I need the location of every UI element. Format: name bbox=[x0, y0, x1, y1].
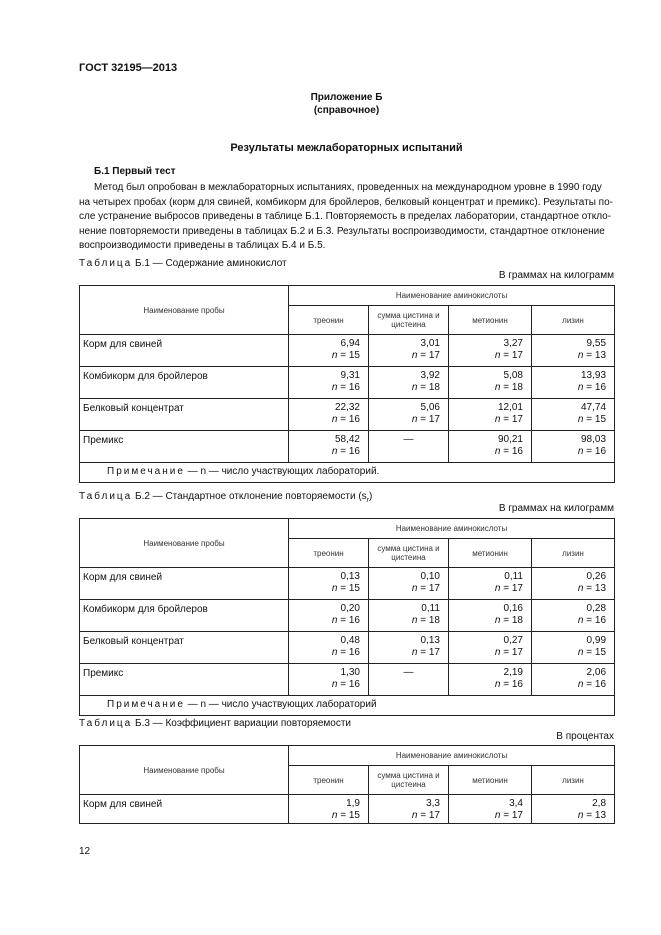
value-cell bbox=[289, 664, 369, 696]
count-value: = 18 bbox=[503, 382, 523, 393]
paragraph-line: на четырех пробах (корм для свиней, комбикорм для бройлеров, белковый концентрат и премикс). Результаты по- bbox=[79, 196, 613, 208]
cell-value: 3,27 bbox=[503, 338, 523, 349]
count-value: = 17 bbox=[420, 350, 440, 361]
cell-value: 58,42 bbox=[334, 434, 360, 445]
n-letter: n bbox=[331, 350, 338, 361]
header-col: метионин bbox=[449, 306, 532, 335]
value-cell bbox=[532, 367, 615, 399]
value-cell bbox=[289, 431, 369, 463]
count-value: = 17 bbox=[503, 583, 523, 594]
header-amino-group: Наименование аминокислоты bbox=[289, 746, 615, 766]
cell-count bbox=[369, 583, 440, 595]
table-caption bbox=[79, 491, 372, 504]
cell-value: 0,10 bbox=[420, 571, 440, 582]
n-letter: n bbox=[577, 679, 584, 690]
count-value: = 16 bbox=[340, 414, 360, 425]
cell-count bbox=[289, 583, 360, 595]
n-letter: n bbox=[577, 382, 584, 393]
value-cell bbox=[369, 431, 449, 463]
cell-value: 13,93 bbox=[580, 370, 607, 381]
value-cell bbox=[532, 568, 615, 600]
table-caption-text: Б.3 — Коэффициент вариации повторяемости bbox=[135, 718, 352, 729]
header-col: треонин bbox=[289, 766, 369, 795]
cell-value: 90,21 bbox=[497, 434, 523, 445]
cell-value: 3,92 bbox=[420, 370, 440, 381]
count-value: = 16 bbox=[586, 382, 607, 393]
table-row bbox=[80, 431, 615, 463]
cell-count bbox=[289, 350, 360, 362]
n-letter: n bbox=[331, 679, 338, 690]
header-col: сумма цистина и цистеина bbox=[369, 766, 449, 795]
value-cell bbox=[369, 664, 449, 696]
count-value: = 17 bbox=[420, 810, 440, 821]
cell-count bbox=[369, 647, 440, 659]
n-letter: n bbox=[494, 350, 501, 361]
header-col: метионин bbox=[449, 766, 532, 795]
cell-count bbox=[449, 446, 523, 458]
value-cell bbox=[532, 664, 615, 696]
table-row bbox=[80, 664, 615, 696]
table-caption bbox=[79, 258, 287, 269]
row-sample-name: Белковый концентрат bbox=[80, 399, 289, 431]
cell-count bbox=[449, 679, 523, 691]
header-col: треонин bbox=[289, 306, 369, 335]
n-letter: n bbox=[411, 414, 418, 425]
cell-count bbox=[369, 615, 440, 627]
value-cell bbox=[532, 335, 615, 367]
header-amino-group: Наименование аминокислоты bbox=[289, 519, 615, 539]
table-row bbox=[80, 568, 615, 600]
paragraph-line: нение повторяемости приведены в таблицах Б.2 и Б.3. Результаты воспроизводимости, стандартное отклонение bbox=[79, 225, 605, 237]
page-number: 12 bbox=[79, 846, 91, 857]
table-row bbox=[80, 367, 615, 399]
cell-count bbox=[449, 647, 523, 659]
cell-count bbox=[532, 647, 606, 659]
cell-value: 0,13 bbox=[420, 635, 440, 646]
table-row bbox=[80, 795, 615, 824]
table-row bbox=[80, 632, 615, 664]
amino-acid-content-table bbox=[79, 285, 615, 483]
appendix-subtitle: (справочное) bbox=[313, 105, 380, 116]
cell-count bbox=[289, 810, 360, 822]
n-letter: n bbox=[331, 583, 338, 594]
table-word: Таблица bbox=[79, 258, 133, 269]
n-letter: n bbox=[577, 350, 584, 361]
count-value: = 17 bbox=[503, 414, 523, 425]
header-col: лизин bbox=[532, 766, 615, 795]
count-value: = 15 bbox=[586, 647, 607, 658]
count-value: = 15 bbox=[586, 414, 607, 425]
header-row bbox=[80, 286, 615, 306]
cell-value: 0,26 bbox=[586, 571, 607, 582]
row-sample-name: Корм для свиней bbox=[80, 335, 289, 367]
table-caption-text: Б.2 — Стандартное отклонение повторяемости (s bbox=[135, 491, 367, 502]
count-value: = 18 bbox=[420, 615, 440, 626]
header-col: треонин bbox=[289, 539, 369, 568]
n-letter: n bbox=[411, 350, 418, 361]
cell-count bbox=[289, 414, 360, 426]
value-cell bbox=[289, 632, 369, 664]
table-unit: В процентах bbox=[556, 731, 614, 742]
value-cell bbox=[289, 795, 369, 824]
value-cell bbox=[369, 335, 449, 367]
n-letter: n bbox=[577, 615, 584, 626]
value-cell bbox=[449, 664, 532, 696]
header-row bbox=[80, 519, 615, 539]
cell-value: 9,31 bbox=[340, 370, 360, 381]
count-value: = 16 bbox=[503, 679, 523, 690]
row-sample-name: Комбикорм для бройлеров bbox=[80, 367, 289, 399]
value-cell bbox=[289, 600, 369, 632]
n-letter: n bbox=[494, 414, 501, 425]
row-sample-name: Корм для свиней bbox=[80, 568, 289, 600]
cell-value: 12,01 bbox=[497, 402, 523, 413]
cell-count bbox=[369, 382, 440, 394]
value-cell bbox=[532, 632, 615, 664]
cell-value: 22,32 bbox=[334, 402, 360, 413]
count-value: = 18 bbox=[503, 615, 523, 626]
table-caption-end: ) bbox=[369, 491, 373, 502]
doc-number: ГОСТ 32195—2013 bbox=[79, 62, 178, 74]
n-letter: n bbox=[411, 615, 418, 626]
count-value: = 16 bbox=[503, 446, 523, 457]
cell-count bbox=[449, 810, 523, 822]
count-value: = 18 bbox=[420, 382, 440, 393]
value-cell bbox=[532, 431, 615, 463]
n-letter: n bbox=[411, 382, 418, 393]
cell-value: 2,19 bbox=[503, 667, 523, 678]
value-cell bbox=[532, 795, 615, 824]
count-value: = 13 bbox=[586, 810, 607, 821]
repeatability-sd-table bbox=[79, 518, 615, 716]
value-cell bbox=[289, 335, 369, 367]
n-letter: n bbox=[577, 647, 584, 658]
table-note bbox=[80, 696, 615, 716]
header-sample-name: Наименование пробы bbox=[80, 286, 289, 335]
table-row bbox=[80, 600, 615, 632]
cell-value: 0,48 bbox=[340, 635, 360, 646]
value-cell bbox=[449, 367, 532, 399]
value-cell bbox=[449, 431, 532, 463]
header-amino-group: Наименование аминокислоты bbox=[289, 286, 615, 306]
n-letter: n bbox=[494, 446, 501, 457]
cell-value: 2,06 bbox=[586, 667, 607, 678]
cell-value: 47,74 bbox=[580, 402, 607, 413]
value-cell bbox=[369, 795, 449, 824]
n-letter: n bbox=[494, 583, 501, 594]
cell-count bbox=[369, 810, 440, 822]
cell-value: 5,06 bbox=[420, 402, 440, 413]
count-value: = 15 bbox=[340, 350, 360, 361]
note-text: — n — число участвующих лабораторий. bbox=[184, 466, 380, 477]
cell-value: 9,55 bbox=[586, 338, 607, 349]
section-title: Результаты межлабораторных испытаний bbox=[230, 142, 463, 154]
value-cell bbox=[449, 568, 532, 600]
row-sample-name: Премикс bbox=[80, 664, 289, 696]
cell-value: — bbox=[403, 667, 414, 678]
cell-count bbox=[289, 679, 360, 691]
cell-count bbox=[532, 615, 606, 627]
cell-value: 0,11 bbox=[421, 603, 440, 614]
row-sample-name: Комбикорм для бройлеров bbox=[80, 600, 289, 632]
cell-count bbox=[369, 350, 440, 362]
table-row bbox=[80, 335, 615, 367]
value-cell bbox=[369, 399, 449, 431]
cell-count bbox=[449, 583, 523, 595]
header-col: сумма цистина и цистеина bbox=[369, 306, 449, 335]
row-sample-name: Корм для свиней bbox=[80, 795, 289, 824]
table-caption-text: Б.1 — Содержание аминокислот bbox=[135, 258, 287, 269]
note-word: Примечание bbox=[107, 466, 185, 477]
cell-value: 1,9 bbox=[346, 798, 360, 809]
note-text: — n — число участвующих лабораторий bbox=[184, 699, 377, 710]
n-letter: n bbox=[494, 615, 501, 626]
cell-value: 98,03 bbox=[580, 434, 607, 445]
cell-count bbox=[289, 615, 360, 627]
value-cell bbox=[532, 399, 615, 431]
value-cell bbox=[289, 568, 369, 600]
cell-value: 3,3 bbox=[426, 798, 440, 809]
value-cell bbox=[369, 600, 449, 632]
n-letter: n bbox=[331, 446, 338, 457]
value-cell bbox=[532, 600, 615, 632]
cell-value: — bbox=[403, 434, 414, 445]
n-letter: n bbox=[331, 414, 338, 425]
cell-value: 2,8 bbox=[592, 798, 607, 809]
n-letter: n bbox=[577, 810, 584, 821]
cell-count bbox=[532, 810, 606, 822]
header-col: лизин bbox=[532, 539, 615, 568]
count-value: = 17 bbox=[420, 414, 440, 425]
count-value: = 16 bbox=[340, 382, 360, 393]
cell-count bbox=[532, 446, 606, 458]
value-cell bbox=[369, 632, 449, 664]
n-letter: n bbox=[577, 446, 584, 457]
cell-value: 1,30 bbox=[340, 667, 360, 678]
count-value: = 17 bbox=[503, 350, 523, 361]
header-sample-name: Наименование пробы bbox=[80, 519, 289, 568]
cell-count bbox=[289, 647, 360, 659]
n-letter: n bbox=[331, 810, 338, 821]
note-row bbox=[80, 463, 615, 483]
paragraph-line: сле устранение выбросов приведены в таблице Б.1. Повторяемость в пределах лаборатории, стандартное откло- bbox=[79, 211, 612, 222]
table-row bbox=[80, 399, 615, 431]
count-value: = 16 bbox=[340, 647, 360, 658]
n-letter: n bbox=[411, 583, 418, 594]
count-value: = 16 bbox=[340, 446, 360, 457]
n-letter: n bbox=[577, 414, 584, 425]
count-value: = 15 bbox=[340, 583, 360, 594]
count-value: = 13 bbox=[586, 583, 607, 594]
table-unit: В граммах на килограмм bbox=[498, 503, 614, 514]
note-row bbox=[80, 696, 615, 716]
paragraph-line: воспроизводимости приведены в таблицах Б.4 и Б.5. bbox=[79, 240, 326, 251]
intro-paragraph bbox=[79, 181, 614, 254]
header-row bbox=[80, 746, 615, 766]
table-caption-sub: r bbox=[366, 497, 370, 504]
count-value: = 16 bbox=[586, 446, 607, 457]
cell-count bbox=[532, 414, 606, 426]
n-letter: n bbox=[494, 382, 501, 393]
cell-count bbox=[289, 446, 360, 458]
table-unit: В граммах на килограмм bbox=[498, 270, 614, 281]
note-word: Примечание bbox=[107, 699, 185, 710]
header-col: лизин bbox=[532, 306, 615, 335]
value-cell bbox=[369, 568, 449, 600]
value-cell bbox=[369, 367, 449, 399]
cell-count bbox=[532, 382, 606, 394]
cell-count bbox=[449, 350, 523, 362]
header-sample-name: Наименование пробы bbox=[80, 746, 289, 795]
count-value: = 17 bbox=[420, 583, 440, 594]
count-value: = 17 bbox=[420, 647, 440, 658]
value-cell bbox=[449, 335, 532, 367]
count-value: = 16 bbox=[586, 615, 607, 626]
n-letter: n bbox=[411, 810, 418, 821]
row-sample-name: Белковый концентрат bbox=[80, 632, 289, 664]
cell-value: 3,4 bbox=[509, 798, 523, 809]
count-value: = 15 bbox=[340, 810, 360, 821]
n-letter: n bbox=[494, 647, 501, 658]
cell-value: 0,11 bbox=[504, 571, 523, 582]
count-value: = 16 bbox=[586, 679, 607, 690]
value-cell bbox=[449, 795, 532, 824]
cell-count bbox=[532, 350, 606, 362]
appendix-title: Приложение Б bbox=[310, 92, 383, 103]
count-value: = 16 bbox=[340, 615, 360, 626]
cell-value: 6,94 bbox=[340, 338, 360, 349]
cell-value: 0,27 bbox=[503, 635, 523, 646]
count-value: = 16 bbox=[340, 679, 360, 690]
table-word: Таблица bbox=[79, 491, 133, 502]
cell-value: 0,28 bbox=[586, 603, 607, 614]
header-col: сумма цистина и цистеина bbox=[369, 539, 449, 568]
count-value: = 13 bbox=[586, 350, 607, 361]
cell-value: 0,20 bbox=[340, 603, 360, 614]
n-letter: n bbox=[331, 647, 338, 658]
cell-value: 0,99 bbox=[586, 635, 607, 646]
n-letter: n bbox=[494, 679, 501, 690]
table-note bbox=[80, 463, 615, 483]
cell-count bbox=[449, 382, 523, 394]
cell-count bbox=[532, 583, 606, 595]
cell-value: 5,08 bbox=[503, 370, 523, 381]
repeatability-cv-table bbox=[79, 745, 615, 824]
cell-count bbox=[369, 414, 440, 426]
n-letter: n bbox=[577, 583, 584, 594]
cell-value: 3,01 bbox=[420, 338, 440, 349]
n-letter: n bbox=[411, 647, 418, 658]
cell-count bbox=[289, 382, 360, 394]
value-cell bbox=[289, 367, 369, 399]
n-letter: n bbox=[331, 382, 338, 393]
cell-count bbox=[532, 679, 606, 691]
paragraph-line: Метод был опробован в межлабораторных испытаниях, проведенных на международном уровне в 1990 году bbox=[94, 182, 602, 193]
value-cell bbox=[449, 600, 532, 632]
header-col: метионин bbox=[449, 539, 532, 568]
count-value: = 17 bbox=[503, 647, 523, 658]
cell-count bbox=[449, 615, 523, 627]
subsection-heading: Б.1 Первый тест bbox=[94, 166, 176, 177]
cell-count bbox=[449, 414, 523, 426]
value-cell bbox=[289, 399, 369, 431]
count-value: = 17 bbox=[503, 810, 523, 821]
table-word: Таблица bbox=[79, 718, 133, 729]
cell-value: 0,13 bbox=[340, 571, 360, 582]
n-letter: n bbox=[494, 810, 501, 821]
cell-value: 0,16 bbox=[503, 603, 523, 614]
value-cell bbox=[449, 632, 532, 664]
table-caption bbox=[79, 718, 351, 729]
row-sample-name: Премикс bbox=[80, 431, 289, 463]
value-cell bbox=[449, 399, 532, 431]
n-letter: n bbox=[331, 615, 338, 626]
